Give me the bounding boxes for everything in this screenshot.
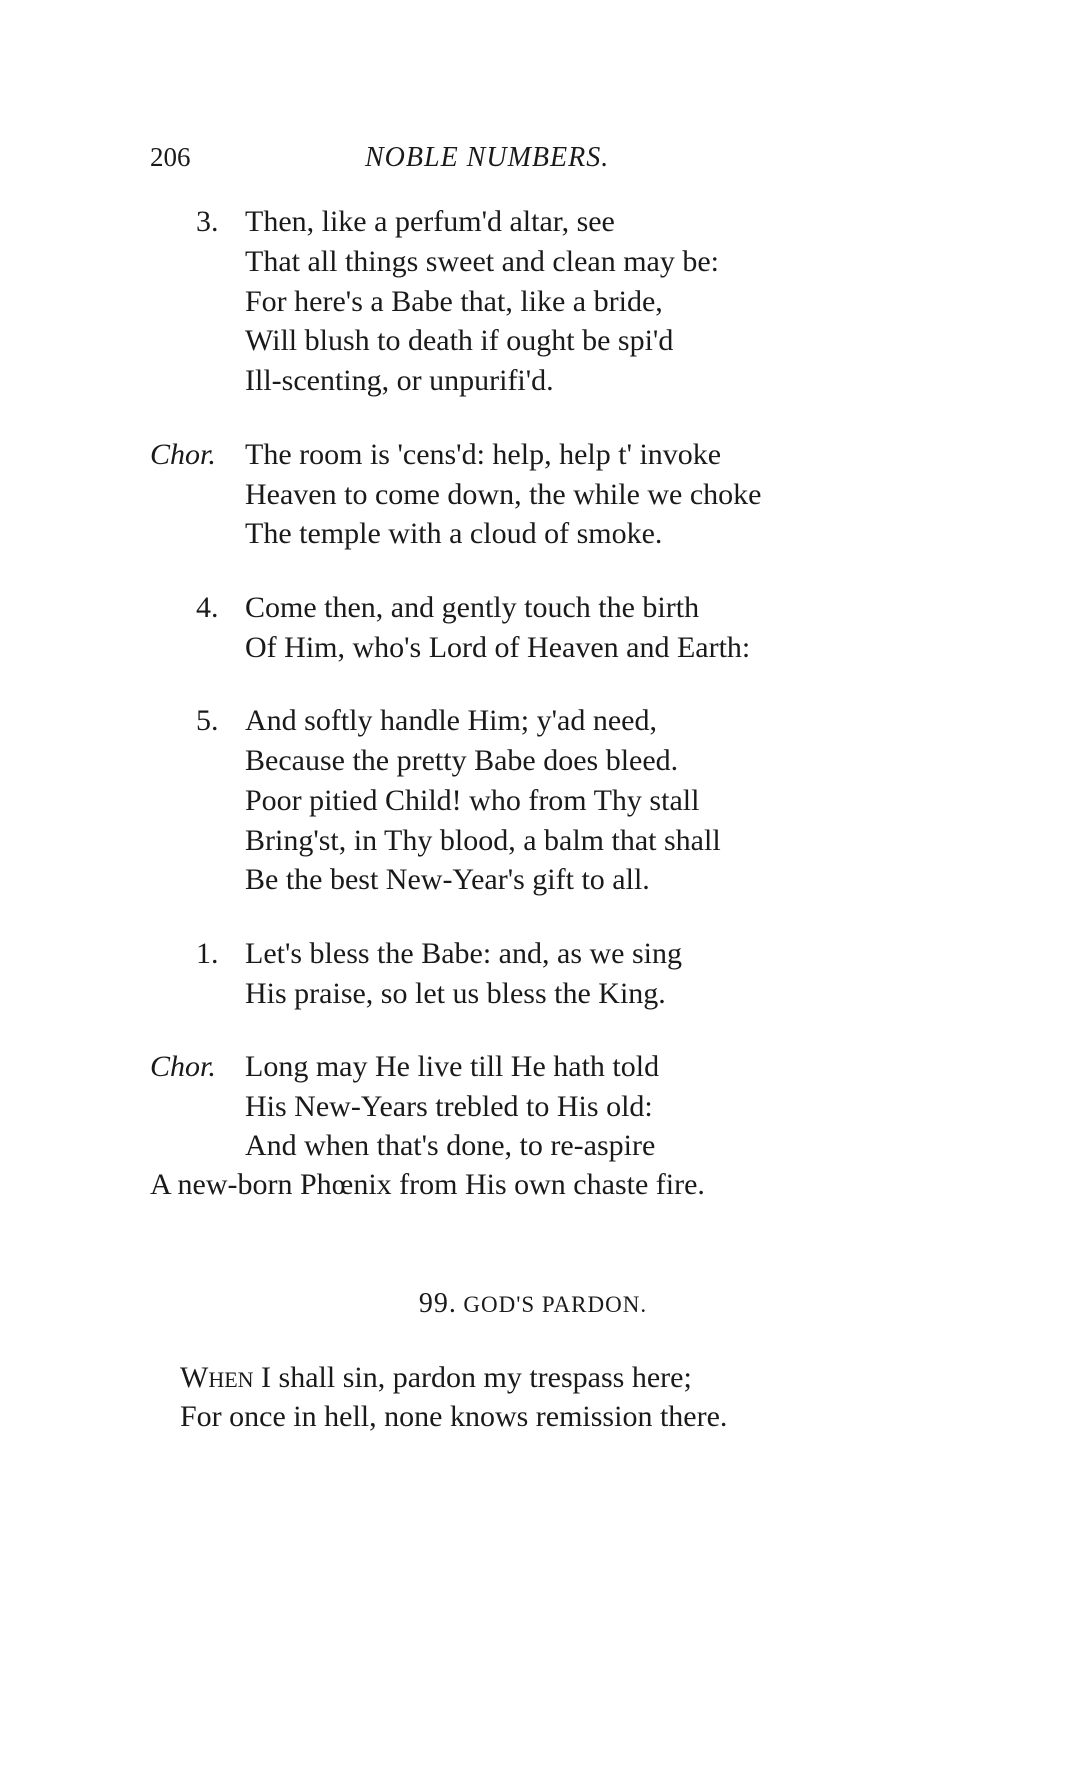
verse-line: Come then, and gently touch the birth (245, 591, 700, 624)
page-header (150, 142, 850, 182)
stanza-number: 4. (196, 591, 219, 624)
verse-line: Will blush to death if ought be spi'd (245, 324, 674, 357)
poem-title-text: GOD'S PARDON. (463, 1292, 648, 1317)
verse-line: Heaven to come down, the while we choke (245, 478, 762, 511)
chorus-label: Chor. (150, 438, 216, 471)
verse-line: Because the pretty Babe does bleed. (245, 744, 679, 777)
verse-line: The temple with a cloud of smoke. (245, 517, 663, 550)
verse-line: The room is 'cens'd: help, help t' invoke (245, 438, 722, 471)
chorus-label: Chor. (150, 1050, 216, 1083)
page-number: 206 (150, 142, 191, 172)
verse-line: Poor pitied Child! who from Thy stall (245, 784, 700, 817)
verse-line: Long may He live till He hath told (245, 1050, 660, 1083)
verse-line: Ill-scenting, or unpurifi'd. (245, 364, 554, 397)
verse-line: Of Him, who's Lord of Heaven and Earth: (245, 631, 751, 664)
first-word: WHEN (180, 1361, 254, 1394)
verse-line: His New-Years trebled to His old: (245, 1090, 653, 1123)
verse-line: Then, like a perfum'd altar, see (245, 205, 615, 238)
verse-line (180, 1363, 692, 1393)
verse-line: For here's a Babe that, like a bride, (245, 285, 663, 318)
verse-line: And when that's done, to re-aspire (245, 1129, 656, 1162)
stanza-number: 3. (196, 205, 219, 238)
verse-line: Bring'st, in Thy blood, a balm that shall (245, 824, 721, 857)
stanza-number: 1. (196, 937, 219, 970)
verse-line-rest: I shall sin, pardon my trespass here; (253, 1361, 692, 1394)
stanza-number: 5. (196, 704, 219, 737)
running-title: NOBLE NUMBERS. (365, 142, 610, 173)
verse-line: And softly handle Him; y'ad need, (245, 704, 657, 737)
poem-title (0, 1288, 1066, 1320)
verse-line: That all things sweet and clean may be: (245, 245, 720, 278)
verse-line: His praise, so let us bless the King. (245, 977, 666, 1010)
verse-line: Let's bless the Babe: and, as we sing (245, 937, 682, 970)
verse-line: For once in hell, none knows remission there. (180, 1400, 728, 1433)
verse-line: Be the best New-Year's gift to all. (245, 863, 650, 896)
poem-number: 99. (418, 1288, 457, 1319)
verse-line: A new-born Phœnix from His own chaste fire. (150, 1168, 705, 1201)
